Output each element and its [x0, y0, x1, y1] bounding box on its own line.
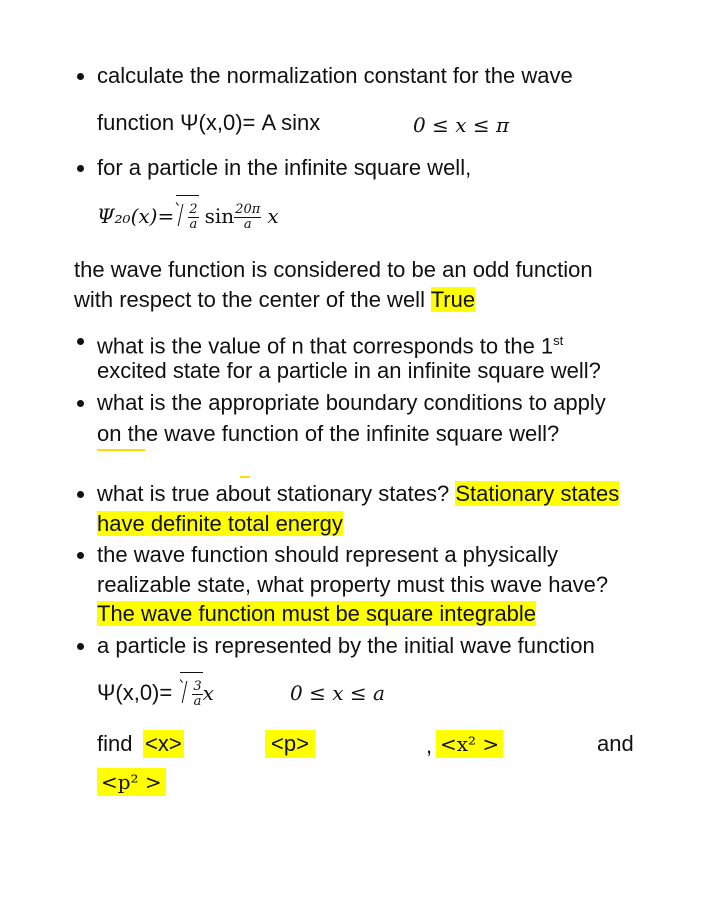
bullet	[77, 552, 84, 559]
expectation-x: <x>	[145, 731, 182, 756]
q6-line1: the wave function should represent a physically	[97, 542, 559, 567]
expectation-p: <p>	[265, 730, 315, 758]
find-label: find	[97, 731, 133, 756]
and-label: and	[597, 731, 634, 756]
q4-line2: on the wave function of the infinite square well?	[97, 421, 560, 446]
sin-label: sin	[204, 204, 235, 228]
psi-x: x	[202, 681, 214, 705]
q7-equation	[97, 672, 214, 713]
odd-statement-line2: with respect to the center of the well True	[74, 287, 476, 312]
q7-range: 0 ≤ x ≤ a	[290, 681, 385, 705]
highlight-mark	[97, 449, 145, 451]
q7-line1: a particle is represented by the initial wave function	[97, 633, 595, 658]
q5-answer-part1: Stationary states	[455, 481, 620, 506]
comma: ,	[426, 733, 433, 758]
bullet	[77, 643, 84, 650]
q2-line1: for a particle in the infinite square well,	[97, 155, 472, 180]
answer-true: True	[430, 287, 476, 312]
q3-line2: excited state for a particle in an infinite square well?	[97, 358, 601, 383]
q4-line1: what is the appropriate boundary conditions to apply	[97, 390, 606, 415]
expectation-p2: <p² >	[97, 768, 166, 796]
bullet	[77, 165, 84, 172]
q6-line2: realizable state, what property must this wave have?	[97, 572, 609, 597]
bullet	[77, 73, 84, 80]
highlight-mark	[240, 476, 250, 478]
bullet	[77, 491, 84, 498]
q5-answer-part2: have definite total energy	[97, 511, 343, 536]
q6-answer: The wave function must be square integrable	[97, 601, 537, 626]
q1-line2: function Ψ(x,0)= A sinx	[97, 110, 321, 135]
q1-range: 0 ≤ x ≤ π	[413, 113, 510, 137]
q1-line1: calculate the normalization constant for the wave	[97, 63, 573, 88]
odd-statement-line1: the wave function is considered to be an odd function	[74, 257, 593, 282]
sqrt-symbol	[180, 672, 202, 713]
sin-argument-x: x	[267, 204, 279, 228]
bullet	[77, 338, 84, 345]
bullet	[77, 400, 84, 407]
q3-line1: what is the value of n that corresponds to the 1st	[97, 333, 564, 359]
sqrt-fraction: $\frac{3}{a}$	[193, 678, 202, 709]
q2-equation	[97, 195, 279, 236]
sin-argument-fraction: $\frac{20\pi}{a}$	[235, 201, 261, 232]
q6-line3	[97, 600, 536, 628]
q5-line2	[97, 510, 343, 538]
psi20-label: Ψ₂₀(x)=	[97, 204, 175, 228]
psi-label: Ψ(x,0)=	[97, 680, 173, 705]
sqrt-fraction: $\frac{2}{a}$	[189, 201, 198, 232]
q5-line1: what is true about stationary states? Stationary states	[97, 481, 620, 506]
expectation-x2: <x² >	[436, 730, 503, 758]
sqrt-symbol	[176, 195, 198, 236]
